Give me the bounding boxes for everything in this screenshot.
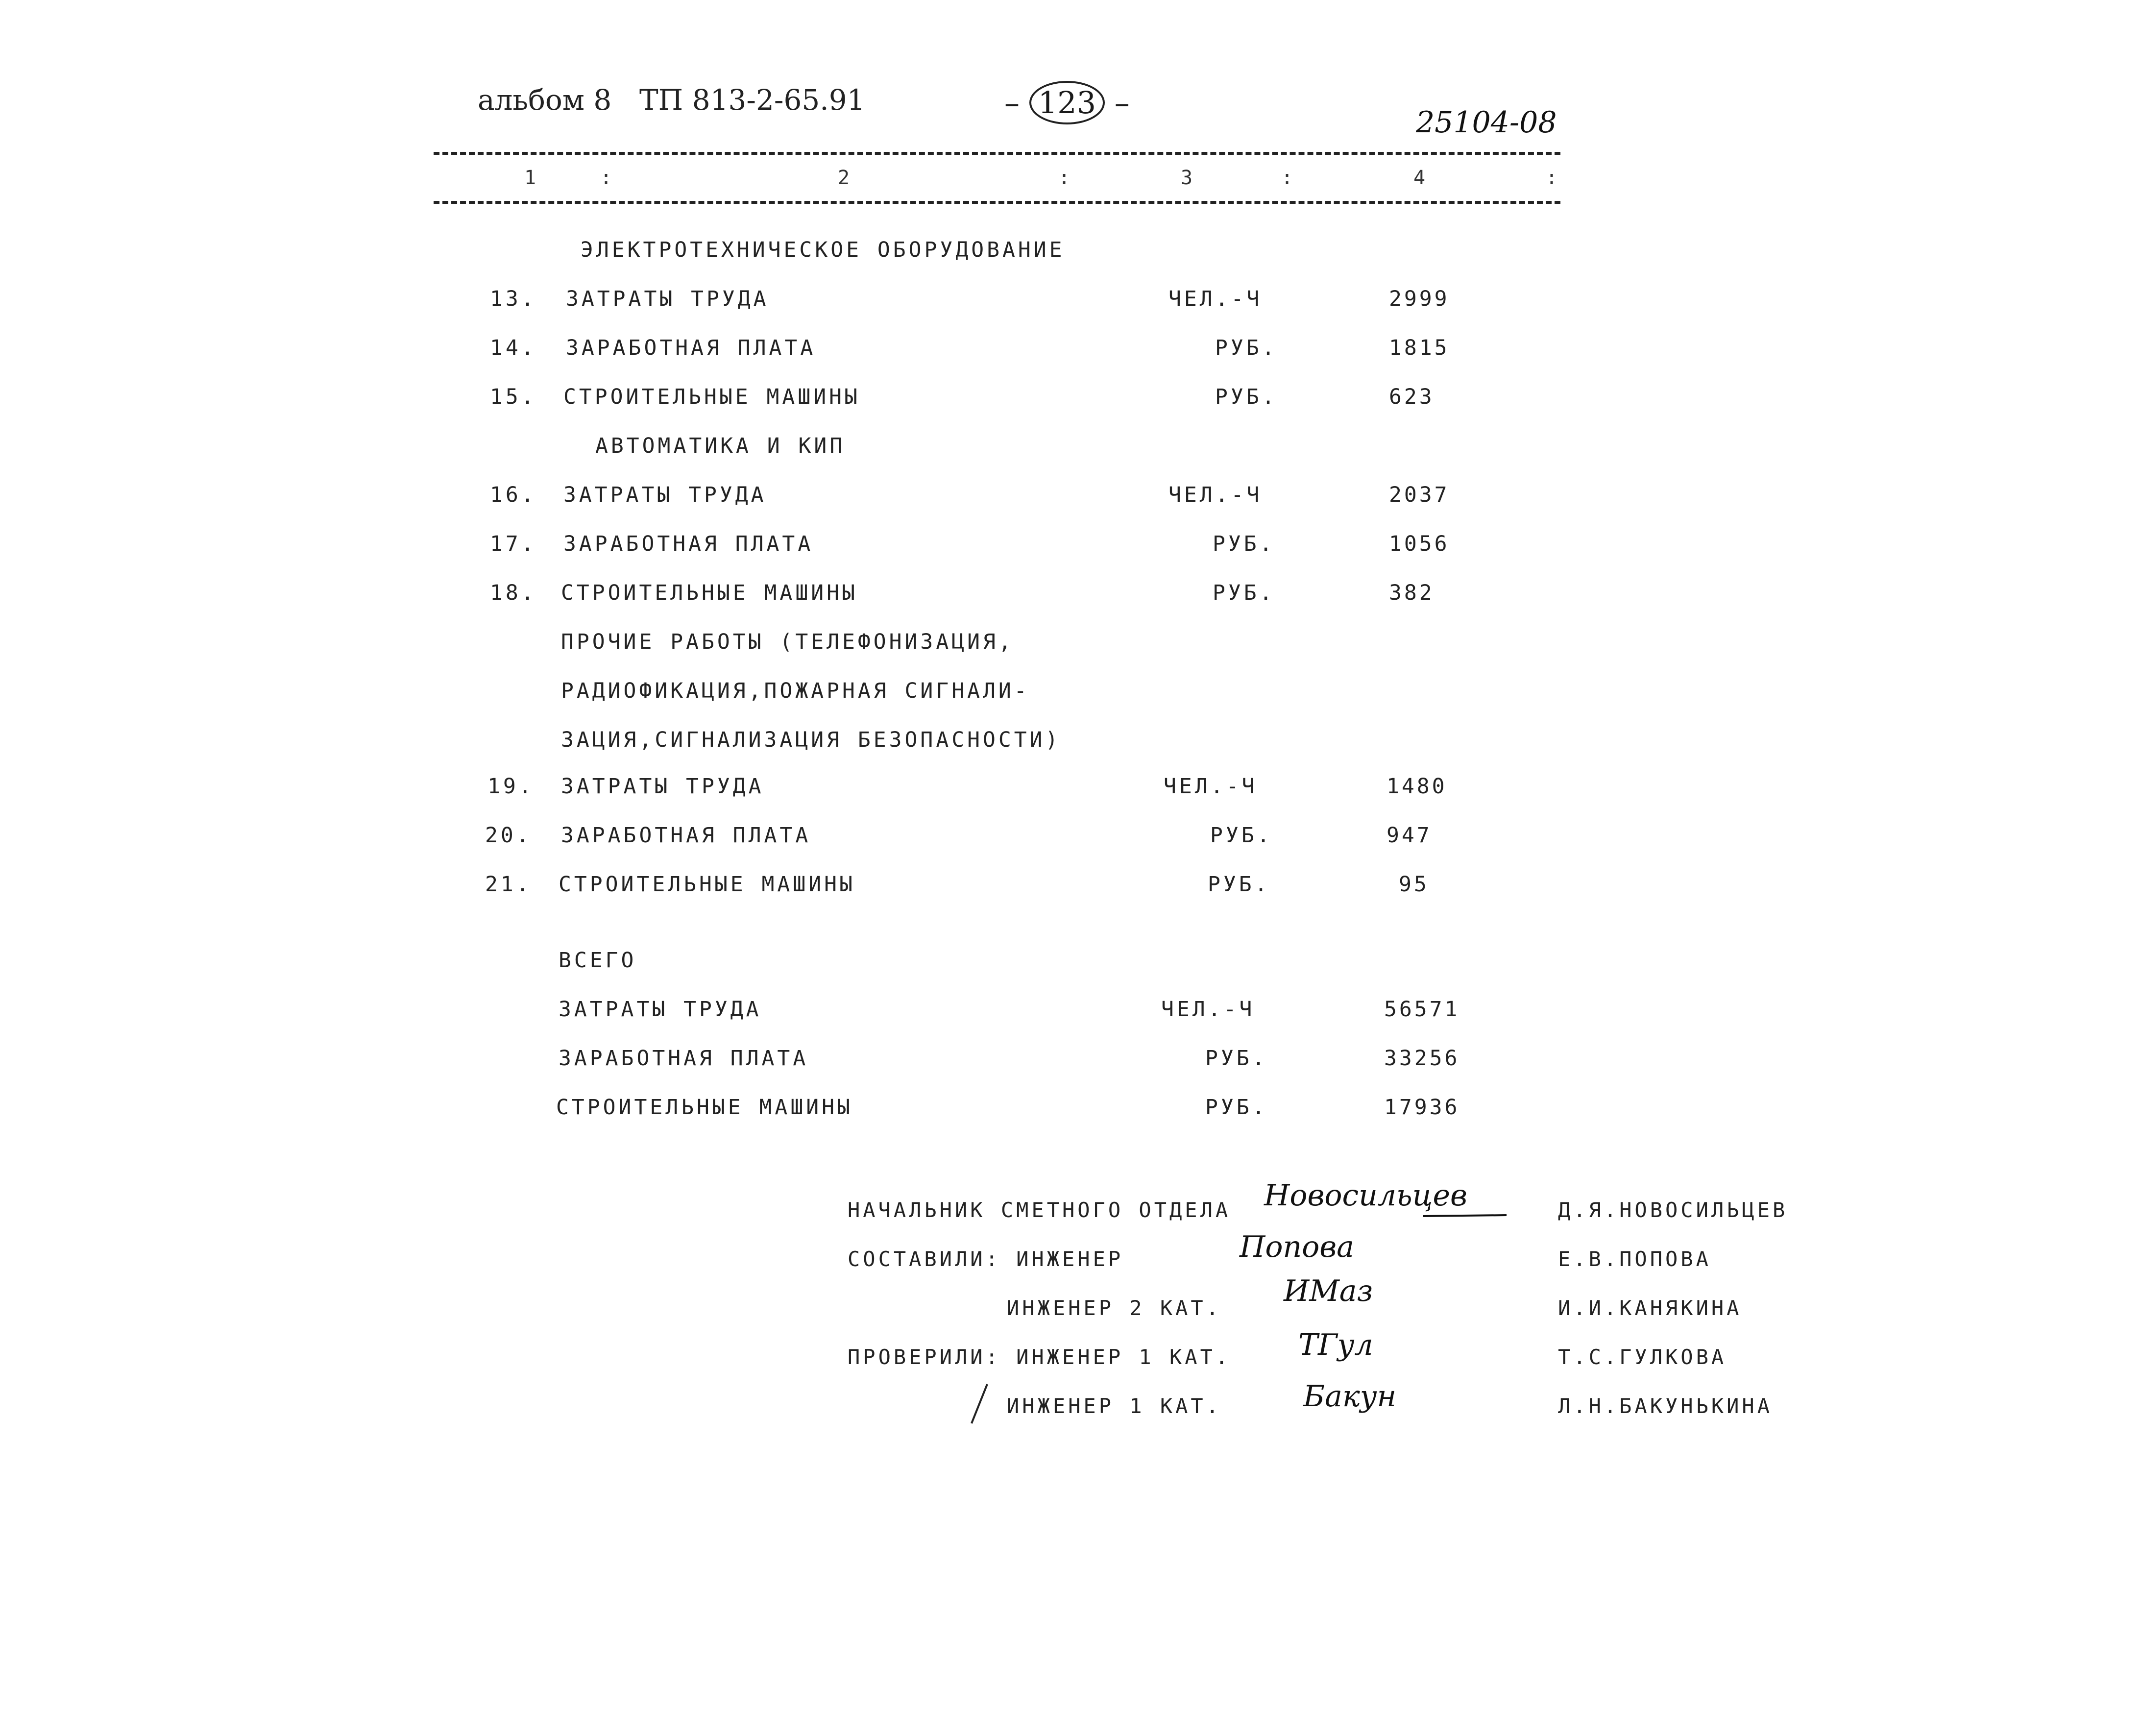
- signature-mark: ТГул: [1298, 1328, 1373, 1362]
- signature-underline: [1421, 1210, 1509, 1220]
- row-value: 1480: [1387, 774, 1447, 799]
- signature-mark: ИМаз: [1284, 1274, 1373, 1308]
- row-name: ЗАРАБОТНАЯ ПЛАТА: [561, 823, 811, 848]
- signer-name: Е.В.ПОПОВА: [1558, 1247, 1711, 1271]
- bottom-divider: [434, 201, 1560, 204]
- row-number: 17.: [490, 532, 537, 556]
- column-2-number: 2: [838, 167, 850, 189]
- stamp-number: 25104-08: [1416, 105, 1557, 140]
- row-unit: РУБ.: [1205, 1046, 1268, 1071]
- row-name: ЗАТРАТЫ ТРУДА: [561, 774, 764, 799]
- signature-mark: Бакун: [1303, 1379, 1397, 1414]
- signature-mark: Новосильцев: [1264, 1178, 1467, 1213]
- signer-role: ИНЖЕНЕР 2 КАТ.: [1007, 1296, 1222, 1320]
- page-number-circle: 123: [1029, 81, 1105, 124]
- row-name: СТРОИТЕЛЬНЫЕ МАШИНЫ: [561, 581, 858, 605]
- row-name: ЗАТРАТЫ ТРУДА: [563, 483, 767, 507]
- signer-name: Л.Н.БАКУНЬКИНА: [1558, 1394, 1773, 1418]
- column-1-number: 1: [524, 167, 536, 189]
- row-number: 21.: [485, 872, 532, 897]
- row-value: 382: [1389, 581, 1435, 605]
- slash-mark: [968, 1382, 992, 1426]
- signer-name: И.И.КАНЯКИНА: [1558, 1296, 1742, 1320]
- signer-role: НАЧАЛЬНИК СМЕТНОГО ОТДЕЛА: [848, 1198, 1231, 1222]
- row-value: 95: [1399, 872, 1429, 897]
- top-divider: [434, 152, 1560, 155]
- row-unit: РУБ.: [1215, 385, 1278, 409]
- row-unit: РУБ.: [1213, 532, 1275, 556]
- row-number: 13.: [490, 287, 537, 311]
- signature-mark: Попова: [1240, 1230, 1354, 1264]
- column-separator: :: [1546, 167, 1558, 189]
- signer-role: ПРОВЕРИЛИ: ИНЖЕНЕР 1 КАТ.: [848, 1345, 1231, 1369]
- section-title-line: РАДИОФИКАЦИЯ,ПОЖАРНАЯ СИГНАЛИ-: [561, 679, 1030, 703]
- row-unit: РУБ.: [1215, 336, 1278, 360]
- signer-name: Т.С.ГУЛКОВА: [1558, 1345, 1727, 1369]
- section-title: ЭЛЕКТРОТЕХНИЧЕСКОЕ ОБОРУДОВАНИЕ: [581, 238, 1065, 262]
- row-unit: ЧЕЛ.-Ч: [1168, 287, 1263, 311]
- section-title: АВТОМАТИКА И КИП: [595, 434, 846, 458]
- row-name: ЗАРАБОТНАЯ ПЛАТА: [563, 532, 814, 556]
- column-separator: :: [1058, 167, 1070, 189]
- row-name: ЗАРАБОТНАЯ ПЛАТА: [559, 1046, 809, 1071]
- row-value: 623: [1389, 385, 1435, 409]
- column-separator: :: [600, 167, 612, 189]
- row-value: 2999: [1389, 287, 1450, 311]
- signer-role: СОСТАВИЛИ: ИНЖЕНЕР: [848, 1247, 1124, 1271]
- column-4-number: 4: [1413, 167, 1426, 189]
- signer-role: ИНЖЕНЕР 1 КАТ.: [1007, 1394, 1222, 1418]
- row-name: СТРОИТЕЛЬНЫЕ МАШИНЫ: [556, 1095, 853, 1120]
- section-title-line: ЗАЦИЯ,СИГНАЛИЗАЦИЯ БЕЗОПАСНОСТИ): [561, 728, 1061, 752]
- row-number: 14.: [490, 336, 537, 360]
- row-unit: ЧЕЛ.-Ч: [1168, 483, 1263, 507]
- row-name: ЗАТРАТЫ ТРУДА: [566, 287, 769, 311]
- row-value: 1815: [1389, 336, 1450, 360]
- row-unit: ЧЕЛ.-Ч: [1161, 997, 1255, 1022]
- row-number: 20.: [485, 823, 532, 848]
- page-number: – 123 –: [1004, 81, 1130, 124]
- row-unit: РУБ.: [1210, 823, 1273, 848]
- row-value: 947: [1387, 823, 1432, 848]
- row-unit: ЧЕЛ.-Ч: [1164, 774, 1258, 799]
- row-unit: РУБ.: [1208, 872, 1270, 897]
- row-name: СТРОИТЕЛЬНЫЕ МАШИНЫ: [559, 872, 855, 897]
- row-value: 33256: [1384, 1046, 1460, 1071]
- row-value: 2037: [1389, 483, 1450, 507]
- column-separator: :: [1281, 167, 1293, 189]
- row-value: 1056: [1389, 532, 1450, 556]
- row-number: 19.: [487, 774, 535, 799]
- row-name: ЗАТРАТЫ ТРУДА: [559, 997, 762, 1022]
- row-number: 18.: [490, 581, 537, 605]
- section-title: ВСЕГО: [559, 948, 637, 973]
- row-unit: РУБ.: [1205, 1095, 1268, 1120]
- row-name: ЗАРАБОТНАЯ ПЛАТА: [566, 336, 816, 360]
- document-code: ТП 813-2-65.91: [639, 83, 865, 117]
- section-title-line: ПРОЧИЕ РАБОТЫ (ТЕЛЕФОНИЗАЦИЯ,: [561, 630, 1014, 654]
- row-value: 56571: [1384, 997, 1460, 1022]
- row-number: 15.: [490, 385, 537, 409]
- row-value: 17936: [1384, 1095, 1460, 1120]
- row-number: 16.: [490, 483, 537, 507]
- column-3-number: 3: [1181, 167, 1193, 189]
- row-name: СТРОИТЕЛЬНЫЕ МАШИНЫ: [563, 385, 860, 409]
- album-label: альбом 8: [478, 83, 612, 117]
- row-unit: РУБ.: [1213, 581, 1275, 605]
- signer-name: Д.Я.НОВОСИЛЬЦЕВ: [1558, 1198, 1788, 1222]
